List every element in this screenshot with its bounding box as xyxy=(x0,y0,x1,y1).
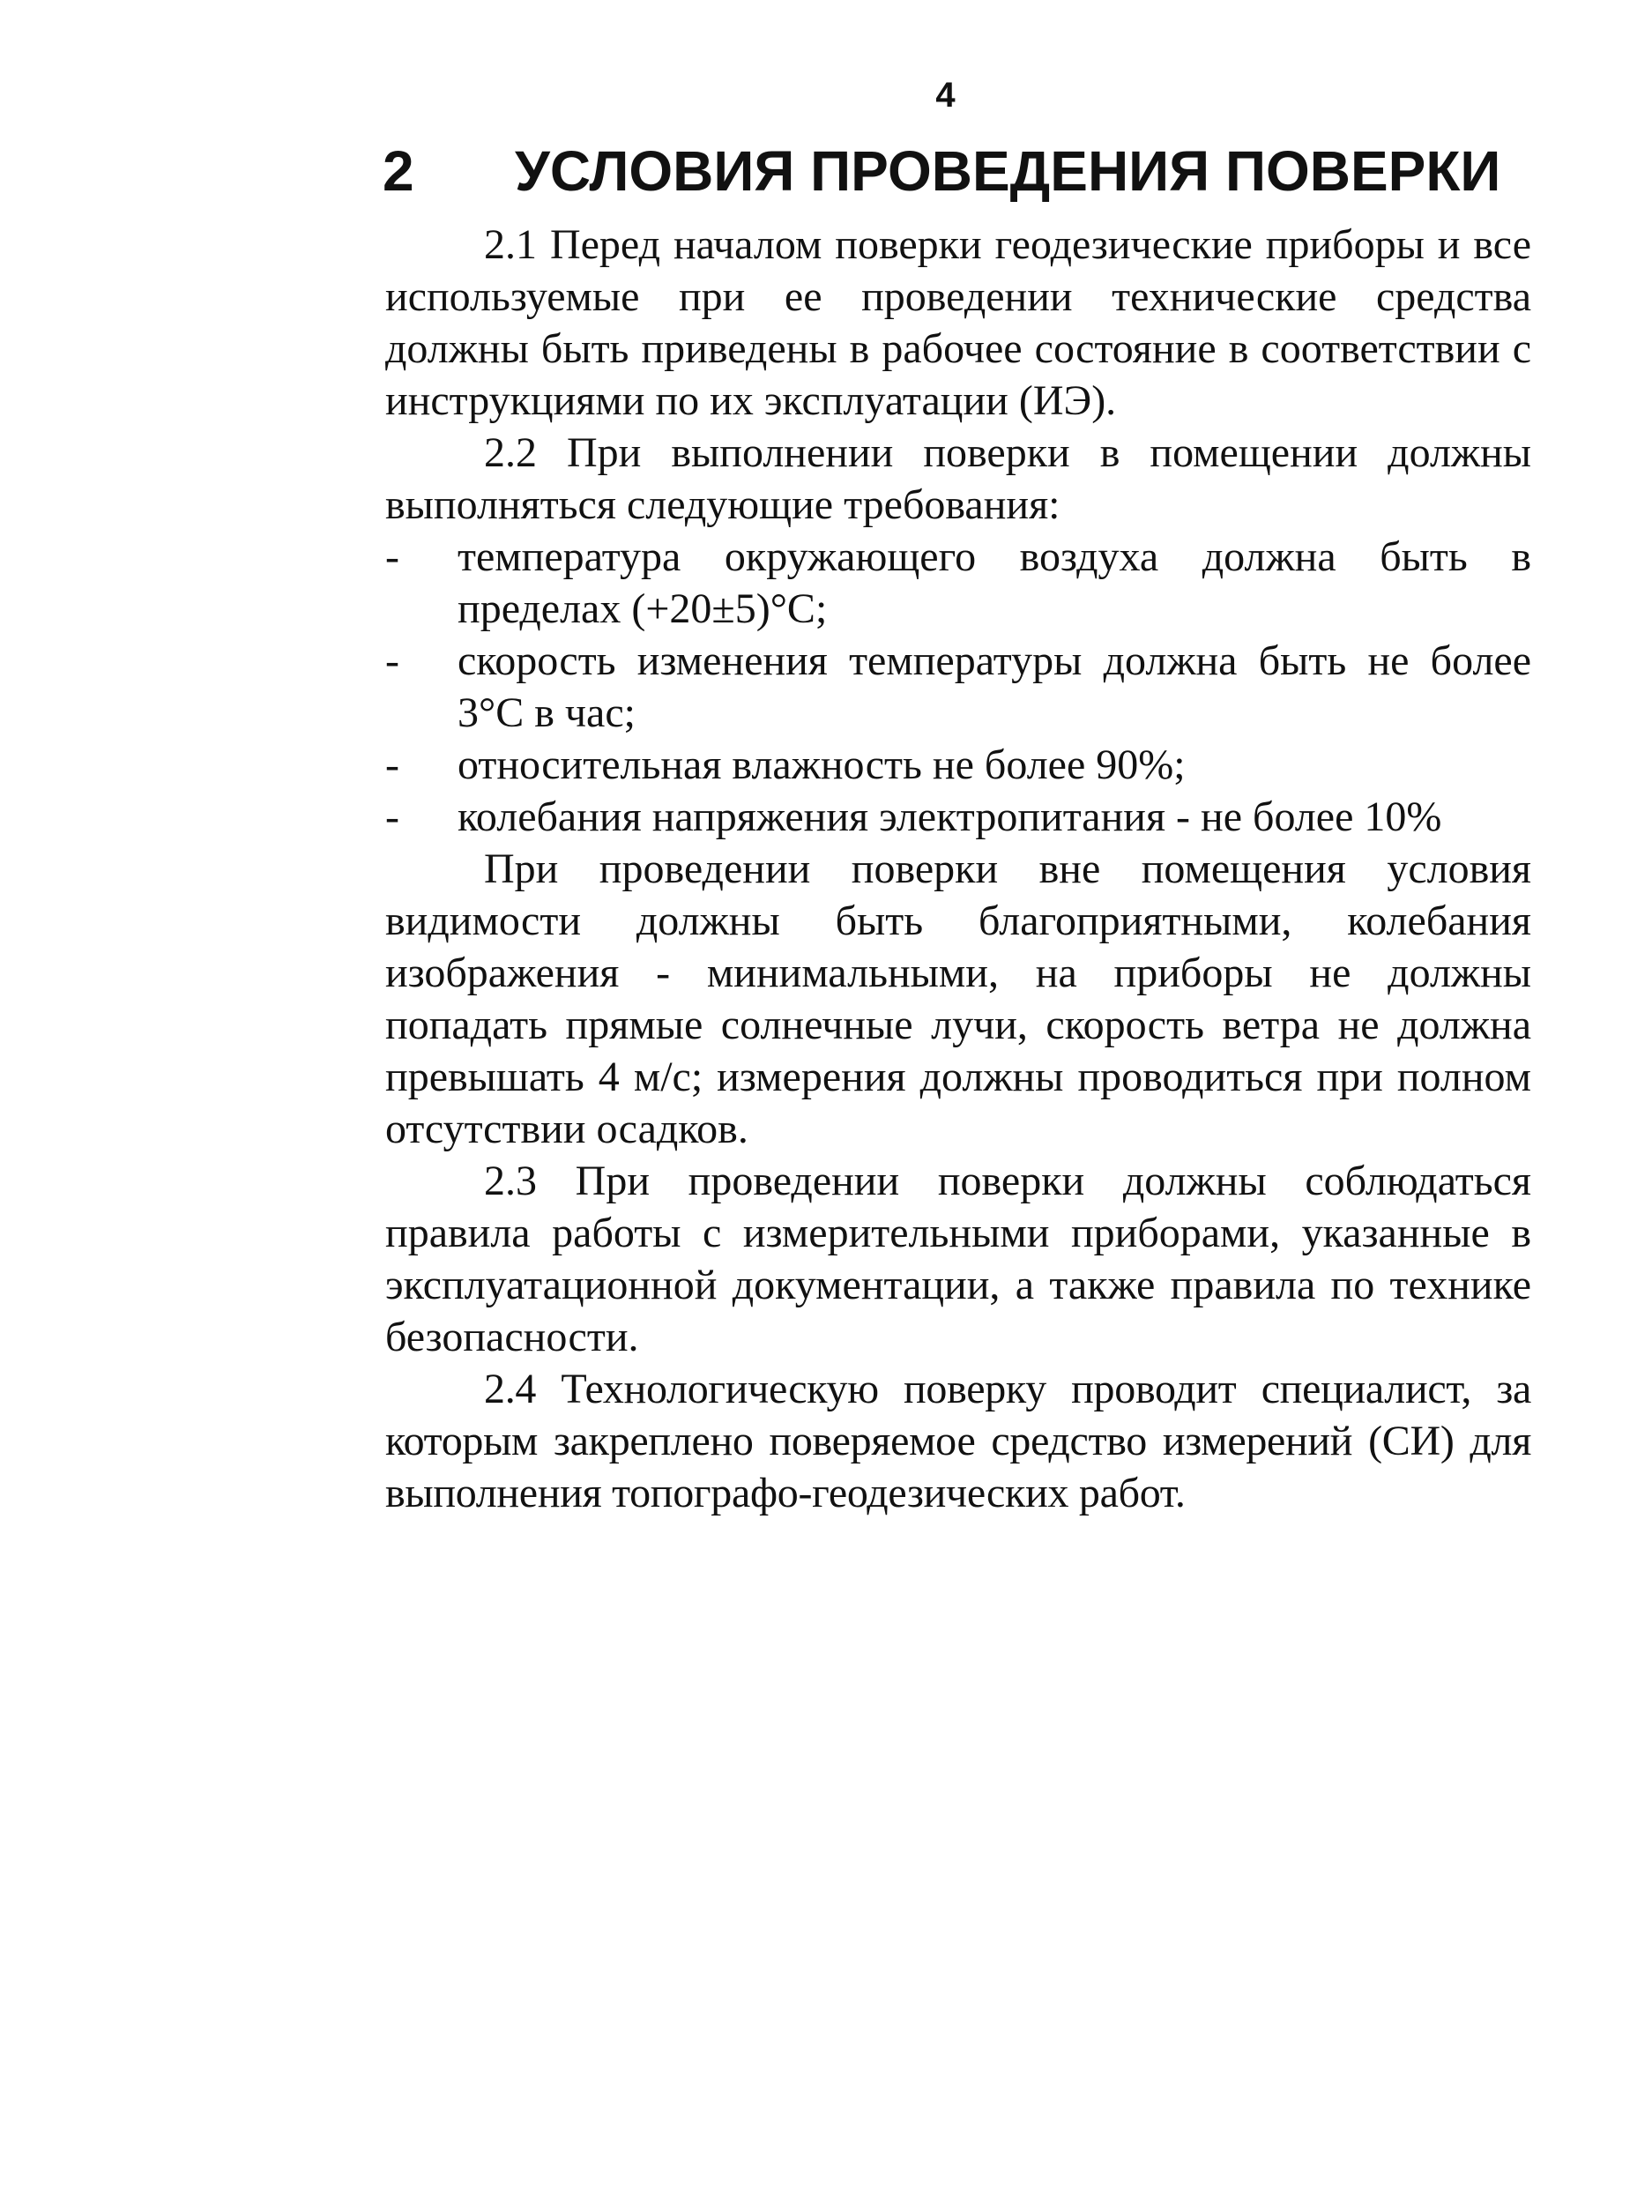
list-item-text: колебания напряжения электропитания - не более 10% xyxy=(458,793,1442,840)
section-number: 2 xyxy=(383,139,414,203)
list-dash: - xyxy=(385,533,399,580)
list-dash: - xyxy=(385,793,399,840)
list-dash: - xyxy=(385,637,399,684)
section-heading xyxy=(383,139,1546,203)
paragraph-2-3: 2.3 При проведении поверки должны соблюдаться правила работы с измерительными приборами, указанные в эксплуатационной документации, а также правила по технике безопасности. xyxy=(385,1158,1531,1360)
list-item xyxy=(385,531,1531,635)
list-item xyxy=(385,635,1531,739)
list-dash: - xyxy=(385,741,399,788)
paragraph-2-4: 2.4 Технологическую поверку проводит специалист, за которым закреплено поверяемое средство измерений (СИ) для выполнения топографо-геодезических работ. xyxy=(385,1366,1531,1516)
requirements-list xyxy=(385,531,1531,843)
page-number: 4 xyxy=(935,76,956,115)
list-item xyxy=(385,739,1531,791)
section-title: УСЛОВИЯ ПРОВЕДЕНИЯ ПОВЕРКИ xyxy=(515,139,1501,203)
paragraph-outdoor: При проведении поверки вне помещения условия видимости должны быть благоприятными, колебания изображения - минимальными, на приборы не должны попадать прямые солнечные лучи, скорость ветра не должна превышать 4 м/с; измерения должны проводиться при полном отсутствии осадков. xyxy=(385,845,1531,1152)
paragraph-2-1: 2.1 Перед началом поверки геодезические приборы и все используемые при ее проведении технические средства должны быть приведены в рабочее состояние в соответствии с инструкциями по их эксплуатации (ИЭ). xyxy=(385,221,1531,424)
document-body xyxy=(385,219,1531,1519)
paragraph-2-2: 2.2 При выполнении поверки в помещении должны выполняться следующие требования: xyxy=(385,429,1531,528)
list-item xyxy=(385,791,1531,843)
list-item-text: температура окружающего воздуха должна быть в пределах (+20±5)°С; xyxy=(458,533,1531,632)
list-item-text: относительная влажность не более 90%; xyxy=(458,741,1186,788)
list-item-text: скорость изменения температуры должна быть не более 3°С в час; xyxy=(458,637,1531,736)
